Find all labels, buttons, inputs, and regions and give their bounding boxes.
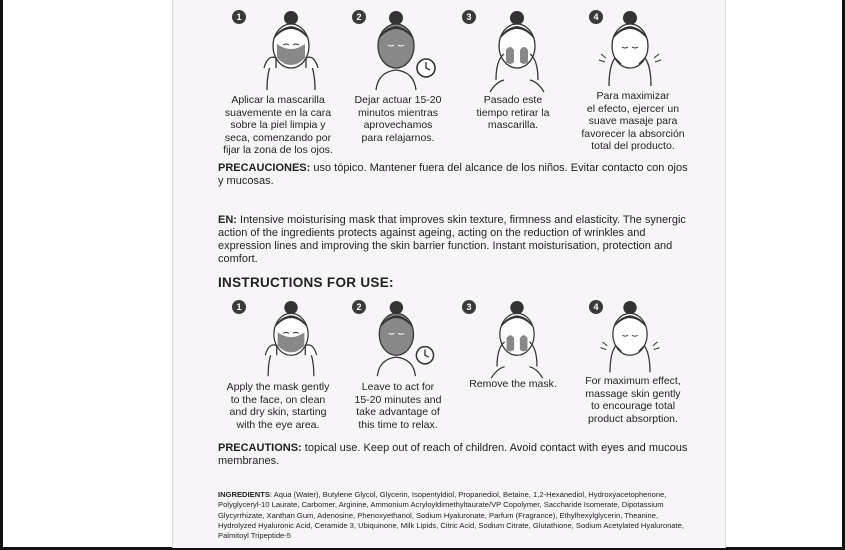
- es-step-1-caption: Aplicar la mascarilla suavemente en la cara sobre la piel limpia y seca, comenzando por fijar la zona de los ojos.: [223, 94, 333, 156]
- remove-mask-illustration-icon: [478, 10, 556, 94]
- ingredients-text: : Aqua (Water), Butylene Glycol, Glycerin, Isopentyldiol, Propanediol, Betaine, 1,2-Hexanediol, Hydroxyacetophenone, Polyglyceryl-10 Laurate, Carbomer, Arginine, Ammonium Acryloyldimethyltaurate/VP Copolymer, Saccharide Isomerate, Dipotassium Glycyrrhizate, Xanthan Gum, Adenosine, Phenoxyethanol, Sodium Hyaluronate, Parfum (Fragrance), Ethylhexylglycerin, Theanine, Hydrolyzed Hyaluronic Acid, Ceramide 3, Ubiquinone, Milk Lipids, Citric Acid, Sodium Citrate, Glutathione, Sodium Acetylated Hyaluronate, Palmitoyl Tripeptide-5: [218, 490, 684, 541]
- en-intro-text: Intensive moisturising mask that improves skin texture, firmness and elasticity. The synergic action of the ingredients protects against ageing, acting on the reduction of wrinkles and expression lines and improving the skin barrier function. Instant moisturisation, protection and comfort.: [218, 214, 686, 265]
- es-step-2-caption: Dejar actuar 15-20 minutos mientras aprovechamos para relajarnos.: [354, 94, 442, 144]
- es-precautions: [218, 162, 688, 188]
- en-intro: [218, 214, 688, 266]
- frame-left: [0, 0, 3, 550]
- relax-mask-illustration-icon: [362, 300, 446, 380]
- es-precautions-text: uso tópico. Mantener fuera del alcance de los niños. Evitar contacto con ojos y mucosas.: [218, 162, 688, 187]
- remove-mask-illustration-icon: [478, 300, 556, 380]
- apply-mask-illustration-icon: [252, 300, 330, 380]
- es-precautions-label: PRECAUCIONES:: [218, 162, 311, 174]
- ingredients-list: [218, 490, 698, 541]
- step-number-badge: 3: [462, 300, 476, 314]
- en-step-3-caption: Remove the mask.: [469, 378, 557, 390]
- relax-mask-illustration-icon: [362, 10, 446, 94]
- es-step-3-caption: Pasado este tiempo retirar la mascarilla.: [476, 94, 550, 131]
- instructions-heading: INSTRUCTIONS FOR USE:: [218, 275, 394, 290]
- step-number-badge: 4: [589, 10, 603, 24]
- instruction-sheet: [172, 0, 726, 548]
- step-number-badge: 1: [232, 10, 246, 24]
- massage-illustration-icon: [591, 300, 669, 380]
- ingredients-label: INGREDIENTS: [218, 490, 270, 499]
- apply-mask-illustration-icon: [252, 10, 330, 94]
- es-step-4-caption: Para maximizar el efecto, ejercer un suave masaje para favorecer la absorción total del producto.: [581, 90, 685, 152]
- step-number-badge: 1: [232, 300, 246, 314]
- step-number-badge: 3: [462, 10, 476, 24]
- massage-illustration-icon: [591, 10, 669, 94]
- en-precautions: [218, 442, 688, 468]
- step-number-badge: 4: [589, 300, 603, 314]
- en-precautions-label: PRECAUTIONS:: [218, 442, 302, 454]
- en-precautions-text: topical use. Keep out of reach of children. Avoid contact with eyes and mucous membranes.: [218, 442, 688, 467]
- step-number-badge: 2: [352, 300, 366, 314]
- en-step-1-caption: Apply the mask gently to the face, on clean and dry skin, starting with the eye area.: [226, 381, 330, 431]
- en-intro-label: EN:: [218, 214, 237, 226]
- step-number-badge: 2: [352, 10, 366, 24]
- en-step-2-caption: Leave to act for 15-20 minutes and take advantage of this time to relax.: [354, 381, 442, 431]
- en-step-4-caption: For maximum effect, massage skin gently to encourage total product absorption.: [585, 375, 681, 425]
